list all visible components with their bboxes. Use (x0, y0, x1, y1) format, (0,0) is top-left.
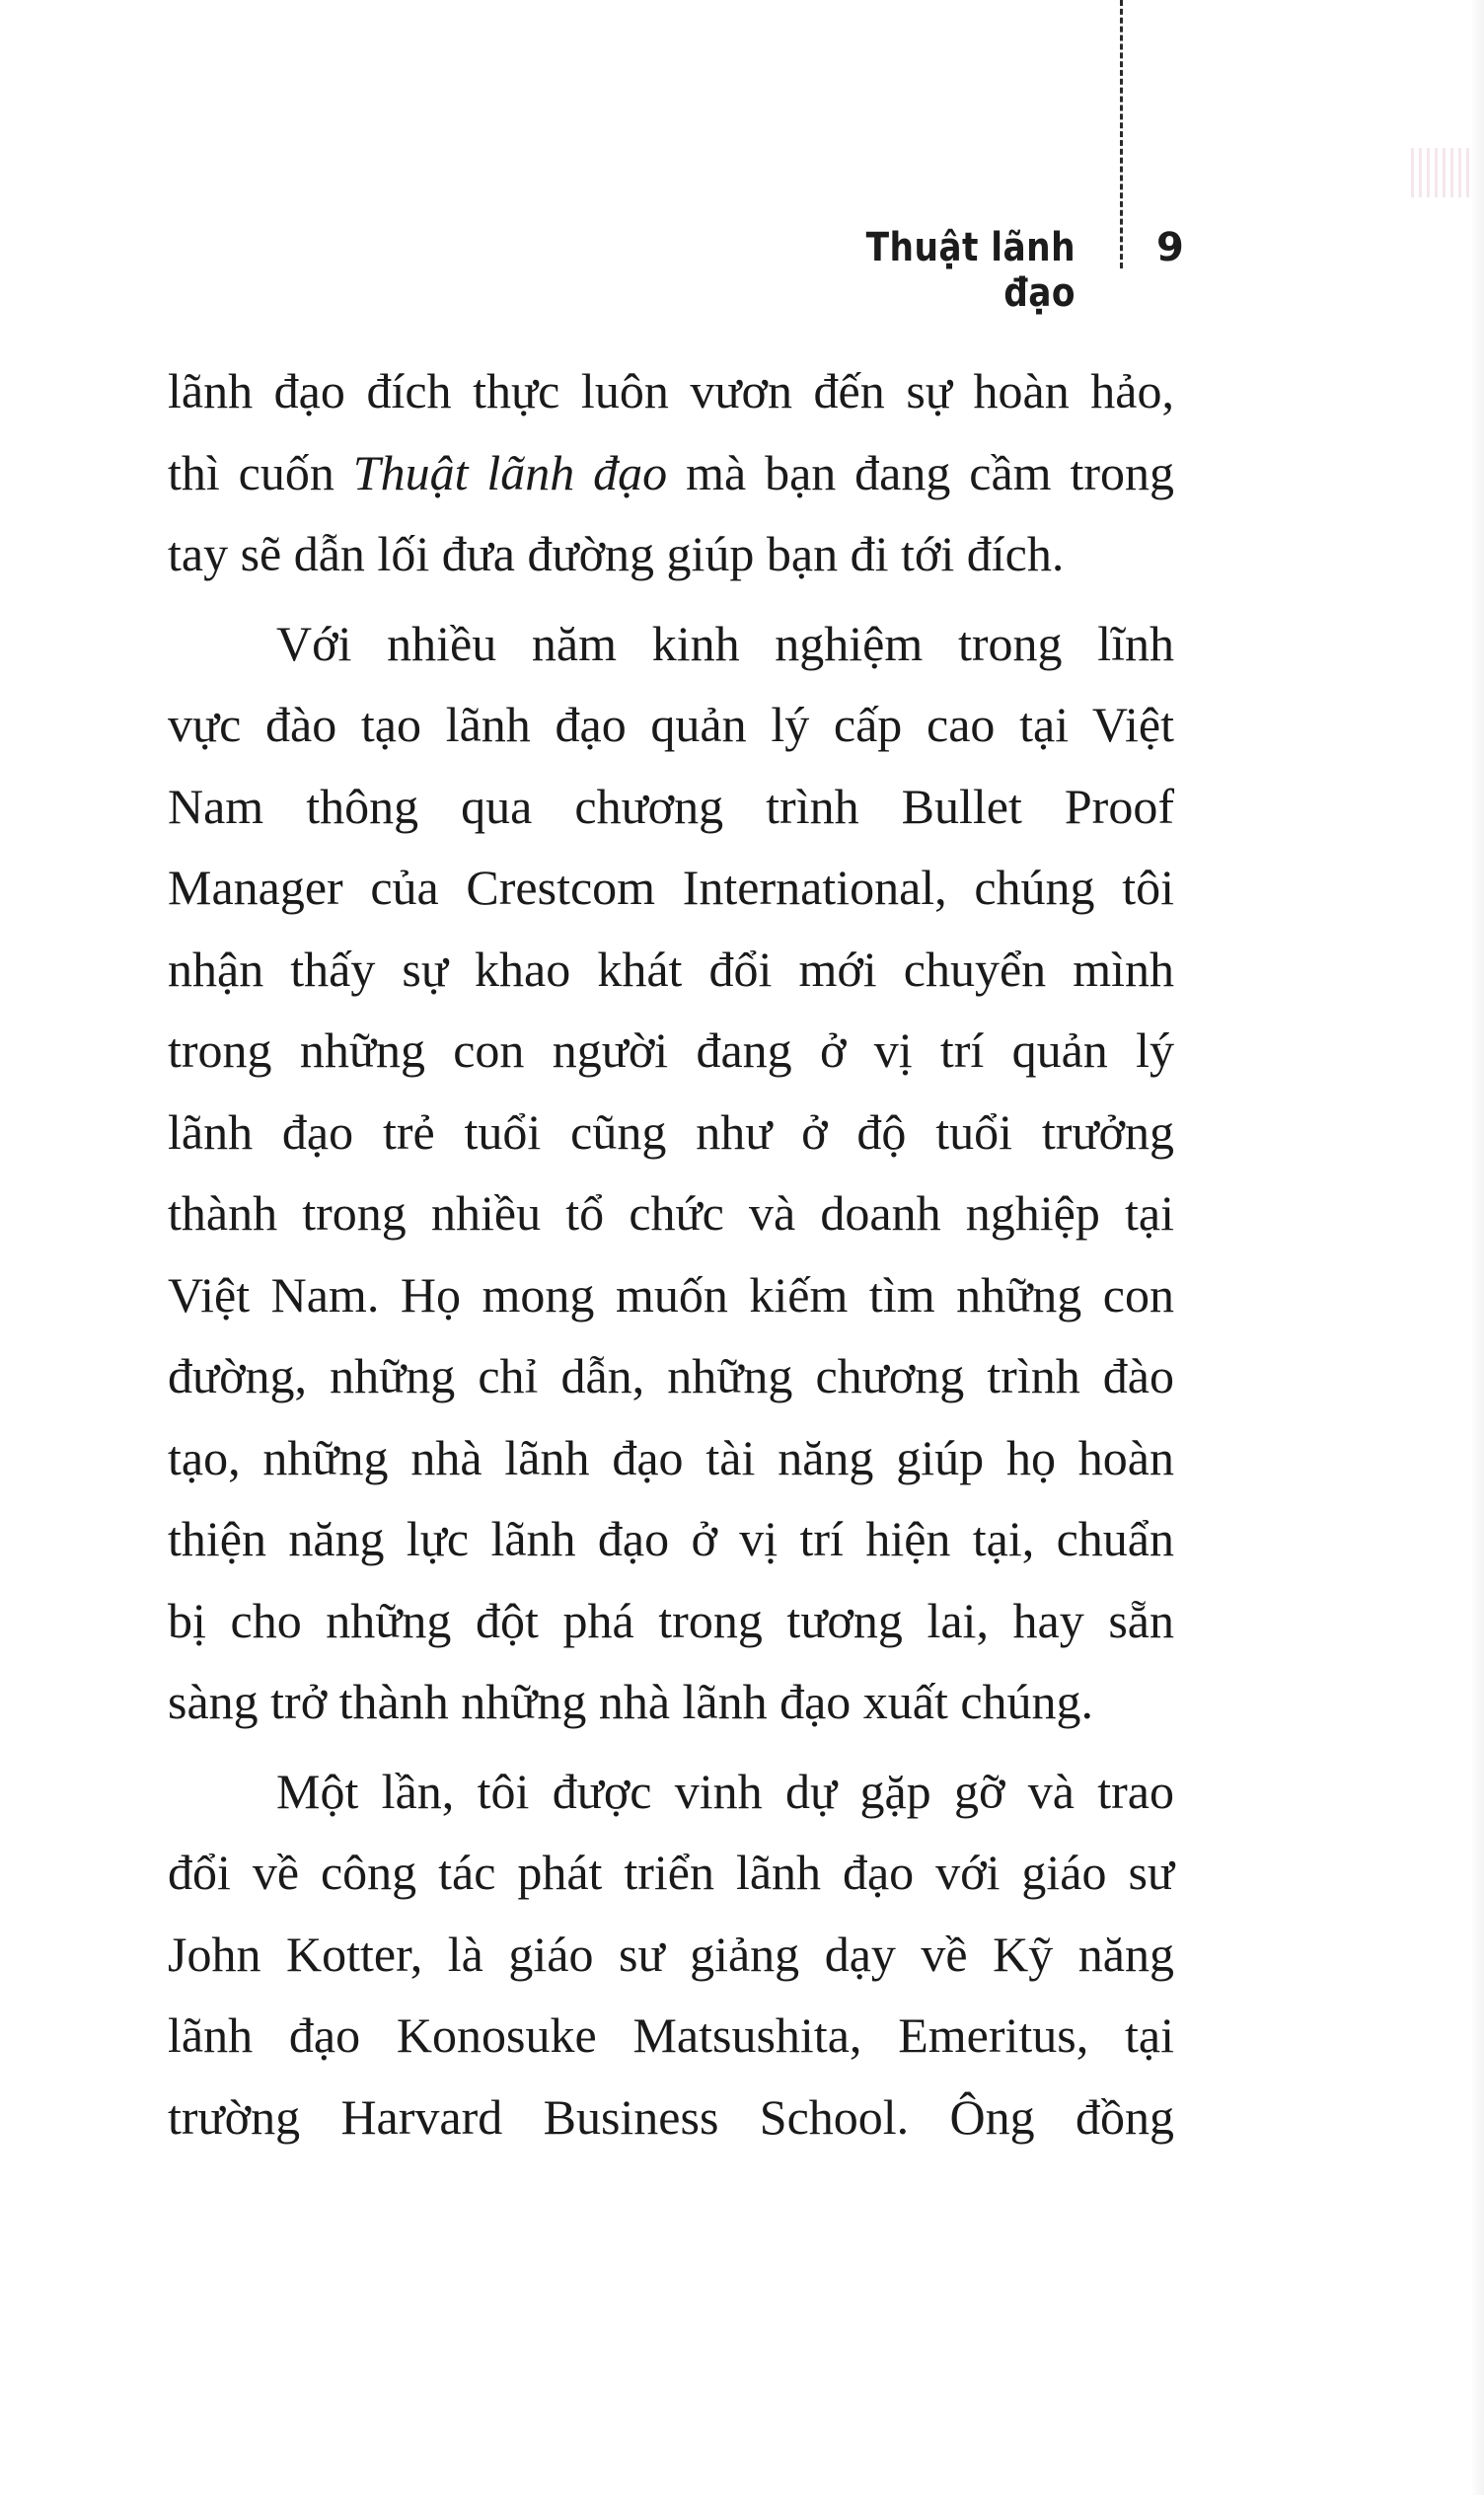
paragraph-2-line-3: Nam thông qua chương trình Bullet Proof (168, 778, 1174, 834)
paragraph-gap (168, 595, 1174, 603)
paragraph-2-line-14: sàng trở thành những nhà lãnh đạo xuất chúng. (168, 1674, 1094, 1729)
paragraph-2-line-2: vực đào tạo lãnh đạo quản lý cấp cao tại Việt (168, 697, 1174, 752)
paragraph-2-line-4: Manager của Crestcom International, chúng tôi (168, 860, 1174, 915)
paragraph-3-line-4: lãnh đạo Konosuke Matsushita, Emeritus, tại (168, 2007, 1174, 2063)
paragraph-2-line-7: lãnh đạo trẻ tuổi cũng như ở độ tuổi trưởng (168, 1103, 1174, 1160)
paragraph-2-line-5: nhận thấy sự khao khát đổi mới chuyển mình (168, 941, 1174, 997)
paragraph-2-line-11: tạo, những nhà lãnh đạo tài năng giúp họ hoàn (168, 1429, 1174, 1485)
paragraph-3-line-3: John Kotter, là giáo sư giảng dạy về Kỹ năng (168, 1926, 1174, 1982)
paragraph-2-line-1: Với nhiều năm kinh nghiệm trong lĩnh (276, 615, 1174, 671)
paragraph-1-line-2: thì cuốn Thuật lãnh đạo mà bạn đang cầm trong (168, 444, 1174, 500)
paragraph-2-line-6: trong những con người đang ở vị trí quản lý (168, 1022, 1174, 1078)
page-number: 9 (1156, 225, 1184, 270)
show-through-mark (1411, 148, 1470, 197)
running-head-title: Thuật lãnh đạo (865, 225, 1076, 316)
paragraph-2-line-10: đường, những chỉ dẫn, những chương trình đào (168, 1348, 1174, 1403)
page-edge-shadow (1470, 0, 1484, 2495)
header-dashed-rule (1120, 0, 1123, 268)
paragraph-3-line-2: đổi về công tác phát triển lãnh đạo với giáo sư (168, 1845, 1174, 1900)
paragraph-gap (168, 1743, 1174, 1751)
paragraph-2-line-9: Việt Nam. Họ mong muốn kiếm tìm những con (168, 1266, 1174, 1323)
paragraph-3-line-1: Một lần, tôi được vinh dự gặp gỡ và trao (276, 1763, 1174, 1819)
body-text (168, 350, 1174, 2157)
book-title-italic: Thuật lãnh đạo (352, 444, 668, 500)
paragraph-2-line-12: thiện năng lực lãnh đạo ở vị trí hiện tại, chuẩn (168, 1511, 1174, 1566)
paragraph-2-line-8: thành trong nhiều tổ chức và doanh nghiệp tại (168, 1185, 1174, 1241)
paragraph-1-line-3: tay sẽ dẫn lối đưa đường giúp bạn đi tới đích. (168, 526, 1065, 581)
paragraph-3-line-5: trường Harvard Business School. Ông đồng (168, 2088, 1174, 2145)
paragraph-2-line-13: bị cho những đột phá trong tương lai, hay sẵn (168, 1592, 1174, 1648)
paragraph-1-line-1: lãnh đạo đích thực luôn vươn đến sự hoàn hảo, (168, 363, 1174, 418)
